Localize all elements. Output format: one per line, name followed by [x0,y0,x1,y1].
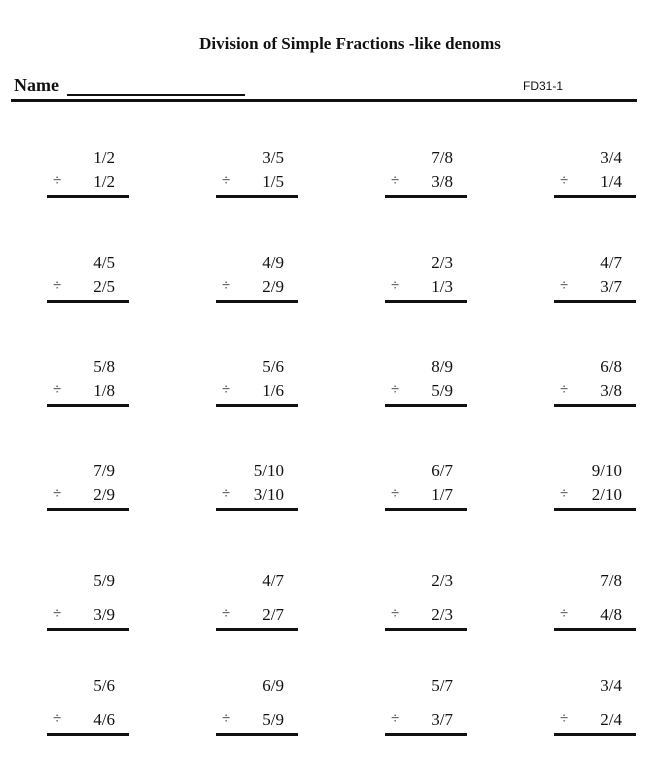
division-problem [554,148,636,208]
divisor: 3/8 [600,381,622,400]
divisor: 5/9 [431,381,453,400]
answer-line [47,508,129,511]
division-sign-icon: ÷ [222,711,231,727]
dividend: 4/5 [93,253,115,272]
division-sign-icon: ÷ [391,382,400,398]
divisor: 4/6 [93,710,115,729]
answer-line [385,628,467,631]
divisor: 1/2 [93,172,115,191]
answer-line [554,628,636,631]
dividend: 3/4 [600,676,622,695]
division-sign-icon: ÷ [560,606,569,622]
divisor: 2/10 [591,485,622,504]
divisor: 3/7 [600,277,622,296]
division-sign-icon: ÷ [391,278,400,294]
division-problem [385,148,467,208]
divisor: 3/10 [253,485,284,504]
division-problem [216,148,298,208]
division-sign-icon: ÷ [53,486,62,502]
answer-line [47,300,129,303]
answer-line [385,733,467,736]
division-sign-icon: ÷ [222,382,231,398]
division-sign-icon: ÷ [53,711,62,727]
dividend: 4/7 [600,253,622,272]
division-problem [216,571,298,631]
division-problem [554,676,636,736]
dividend: 5/10 [253,461,284,480]
division-sign-icon: ÷ [560,382,569,398]
division-sign-icon: ÷ [560,173,569,189]
division-problem [554,461,636,521]
dividend: 3/5 [262,148,284,167]
division-problem [47,148,129,208]
division-sign-icon: ÷ [222,173,231,189]
answer-line [554,508,636,511]
division-sign-icon: ÷ [391,486,400,502]
name-label: Name [14,75,59,95]
division-problem [216,461,298,521]
dividend: 4/9 [262,253,284,272]
division-problem [216,357,298,417]
answer-line [216,628,298,631]
division-sign-icon: ÷ [222,486,231,502]
answer-line [385,404,467,407]
division-problem [47,357,129,417]
dividend: 5/6 [93,676,115,695]
dividend: 1/2 [93,148,115,167]
answer-line [47,404,129,407]
answer-line [385,508,467,511]
answer-line [47,195,129,198]
answer-line [554,195,636,198]
dividend: 6/8 [600,357,622,376]
divisor: 1/6 [262,381,284,400]
divisor: 1/8 [93,381,115,400]
divisor: 2/9 [93,485,115,504]
division-sign-icon: ÷ [53,173,62,189]
divisor: 1/4 [600,172,622,191]
dividend: 9/10 [591,461,622,480]
dividend: 6/9 [262,676,284,695]
dividend: 5/8 [93,357,115,376]
division-problem [47,676,129,736]
answer-line [47,733,129,736]
answer-line [554,733,636,736]
dividend: 7/9 [93,461,115,480]
dividend: 2/3 [431,571,453,590]
division-problem [554,357,636,417]
division-sign-icon: ÷ [560,711,569,727]
division-problem [554,253,636,313]
worksheet-title: Division of Simple Fractions -like denoms [199,34,501,53]
dividend: 5/9 [93,571,115,590]
division-sign-icon: ÷ [53,278,62,294]
divisor: 1/5 [262,172,284,191]
division-problem [554,571,636,631]
division-problem [47,571,129,631]
answer-line [385,300,467,303]
division-sign-icon: ÷ [560,486,569,502]
division-sign-icon: ÷ [53,382,62,398]
dividend: 4/7 [262,571,284,590]
divisor: 3/8 [431,172,453,191]
division-sign-icon: ÷ [391,173,400,189]
divisor: 5/9 [262,710,284,729]
dividend: 3/4 [600,148,622,167]
answer-line [216,733,298,736]
answer-line [216,508,298,511]
dividend: 5/6 [262,357,284,376]
division-problem [47,253,129,313]
divisor: 4/8 [600,605,622,624]
answer-line [554,404,636,407]
answer-line [216,300,298,303]
division-sign-icon: ÷ [391,711,400,727]
division-sign-icon: ÷ [53,606,62,622]
division-sign-icon: ÷ [560,278,569,294]
divisor: 3/7 [431,710,453,729]
answer-line [47,628,129,631]
division-problem [385,461,467,521]
answer-line [554,300,636,303]
division-problem [385,676,467,736]
division-problem [47,461,129,521]
division-problem [385,357,467,417]
divisor: 2/9 [262,277,284,296]
divisor: 2/4 [600,710,622,729]
answer-line [385,195,467,198]
division-problem [385,253,467,313]
division-sign-icon: ÷ [391,606,400,622]
dividend: 5/7 [431,676,453,695]
divisor: 1/7 [431,485,453,504]
worksheet-code: FD31-1 [523,79,564,93]
divisor: 3/9 [93,605,115,624]
dividend: 7/8 [431,148,453,167]
dividend: 2/3 [431,253,453,272]
dividend: 7/8 [600,571,622,590]
division-problem [216,676,298,736]
divisor: 1/3 [431,277,453,296]
division-sign-icon: ÷ [222,278,231,294]
division-problem [385,571,467,631]
answer-line [216,404,298,407]
answer-line [216,195,298,198]
divisor: 2/7 [262,605,284,624]
division-sign-icon: ÷ [222,606,231,622]
header-divider [11,99,637,102]
name-field-line[interactable] [67,94,245,96]
divisor: 2/3 [431,605,453,624]
dividend: 6/7 [431,461,453,480]
dividend: 8/9 [431,357,453,376]
division-problem [216,253,298,313]
divisor: 2/5 [93,277,115,296]
